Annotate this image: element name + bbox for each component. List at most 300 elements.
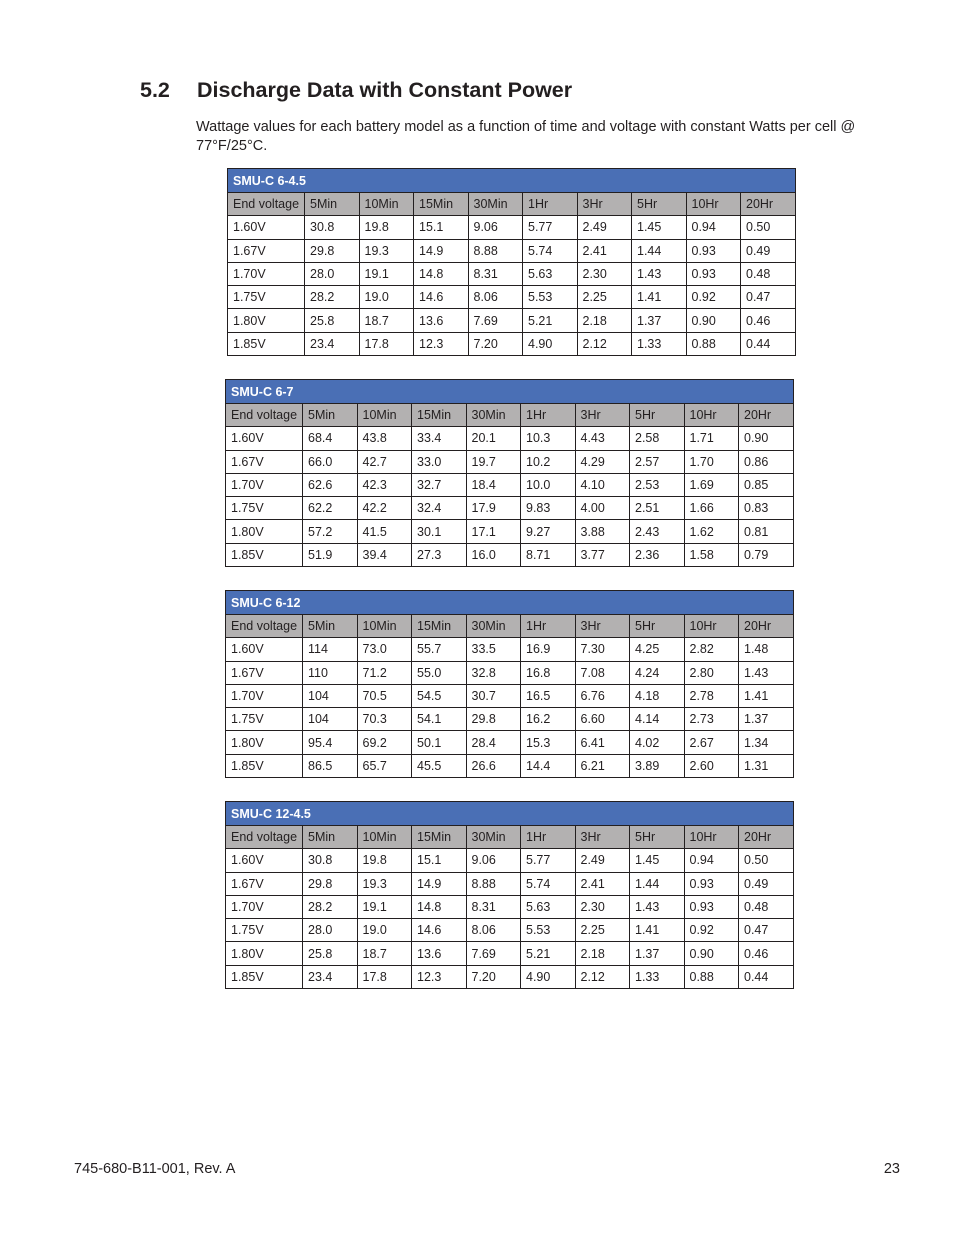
- column-header: End voltage: [226, 404, 303, 427]
- table-cell: 19.1: [357, 895, 412, 918]
- end-voltage-cell: 1.60V: [226, 638, 303, 661]
- discharge-table: [225, 379, 794, 567]
- table-cell: 29.8: [466, 708, 521, 731]
- table-cell: 26.6: [466, 754, 521, 777]
- table-title: SMU-C 6-7: [226, 380, 794, 404]
- table-cell: 0.49: [741, 239, 796, 262]
- column-header: 30Min: [466, 404, 521, 427]
- table-cell: 1.41: [632, 286, 687, 309]
- table-cell: 2.82: [684, 638, 739, 661]
- table-cell: 18.7: [357, 942, 412, 965]
- table-cell: 1.44: [630, 872, 685, 895]
- table-cell: 86.5: [303, 754, 358, 777]
- table-cell: 19.0: [357, 919, 412, 942]
- table-cell: 29.8: [305, 239, 360, 262]
- table-row: [226, 543, 794, 566]
- table-row: [228, 309, 796, 332]
- table-cell: 12.3: [412, 965, 467, 988]
- table-cell: 14.6: [414, 286, 469, 309]
- table-cell: 1.45: [632, 216, 687, 239]
- table-header-row: [226, 826, 794, 849]
- table-cell: 1.62: [684, 520, 739, 543]
- table-cell: 0.46: [741, 309, 796, 332]
- table-cell: 1.33: [632, 332, 687, 355]
- column-header: 20Hr: [739, 615, 794, 638]
- table-cell: 45.5: [412, 754, 467, 777]
- table-cell: 8.31: [466, 895, 521, 918]
- table-cell: 10.3: [521, 427, 576, 450]
- table-title-row: [228, 169, 796, 193]
- table-cell: 50.1: [412, 731, 467, 754]
- table-cell: 62.2: [303, 497, 358, 520]
- end-voltage-cell: 1.85V: [228, 332, 305, 355]
- column-header: End voltage: [226, 826, 303, 849]
- column-header: End voltage: [226, 615, 303, 638]
- column-header: 20Hr: [739, 404, 794, 427]
- table-cell: 18.7: [359, 309, 414, 332]
- table-cell: 8.31: [468, 262, 523, 285]
- end-voltage-cell: 1.67V: [226, 450, 303, 473]
- table-cell: 14.4: [521, 754, 576, 777]
- column-header: 5Hr: [630, 615, 685, 638]
- table-cell: 2.53: [630, 473, 685, 496]
- table-cell: 5.21: [523, 309, 578, 332]
- table-cell: 0.86: [739, 450, 794, 473]
- column-header: 10Min: [359, 193, 414, 216]
- table-cell: 70.3: [357, 708, 412, 731]
- table-cell: 3.77: [575, 543, 630, 566]
- table-cell: 9.06: [466, 849, 521, 872]
- table-cell: 0.88: [686, 332, 741, 355]
- table-cell: 28.2: [305, 286, 360, 309]
- table-cell: 0.50: [741, 216, 796, 239]
- table-cell: 2.12: [577, 332, 632, 355]
- table-cell: 7.30: [575, 638, 630, 661]
- table-cell: 1.48: [739, 638, 794, 661]
- table-row: [226, 473, 794, 496]
- end-voltage-cell: 1.60V: [228, 216, 305, 239]
- section-title: Discharge Data with Constant Power: [197, 78, 573, 102]
- table-cell: 18.4: [466, 473, 521, 496]
- table-cell: 1.34: [739, 731, 794, 754]
- table-cell: 2.36: [630, 543, 685, 566]
- table-cell: 4.90: [523, 332, 578, 355]
- column-header: 5Hr: [630, 404, 685, 427]
- table-title: SMU-C 6-12: [226, 591, 794, 615]
- table-cell: 33.4: [412, 427, 467, 450]
- table-header-row: [226, 404, 794, 427]
- table-cell: 9.27: [521, 520, 576, 543]
- table-cell: 0.79: [739, 543, 794, 566]
- table-cell: 42.2: [357, 497, 412, 520]
- section-intro: Wattage values for each battery model as a function of time and voltage with constant Watts per cell @ 77°F/25°C.: [196, 119, 856, 154]
- column-header: 10Min: [357, 615, 412, 638]
- table-row: [228, 262, 796, 285]
- table-cell: 16.5: [521, 684, 576, 707]
- table-cell: 2.41: [577, 239, 632, 262]
- table-cell: 1.71: [684, 427, 739, 450]
- table-cell: 57.2: [303, 520, 358, 543]
- table-cell: 33.0: [412, 450, 467, 473]
- table-cell: 14.8: [414, 262, 469, 285]
- table-title-row: [226, 591, 794, 615]
- table-cell: 8.06: [466, 919, 521, 942]
- table-cell: 0.83: [739, 497, 794, 520]
- table-cell: 4.29: [575, 450, 630, 473]
- table-cell: 42.3: [357, 473, 412, 496]
- table-cell: 6.21: [575, 754, 630, 777]
- table-cell: 41.5: [357, 520, 412, 543]
- table-cell: 15.1: [412, 849, 467, 872]
- table-cell: 16.8: [521, 661, 576, 684]
- table-cell: 0.81: [739, 520, 794, 543]
- table-cell: 5.63: [521, 895, 576, 918]
- table-cell: 4.10: [575, 473, 630, 496]
- table-cell: 114: [303, 638, 358, 661]
- table-cell: 0.48: [741, 262, 796, 285]
- table-cell: 10.2: [521, 450, 576, 473]
- table-row: [226, 754, 794, 777]
- section-number: 5.2: [140, 78, 170, 102]
- table-cell: 28.0: [305, 262, 360, 285]
- table-cell: 5.21: [521, 942, 576, 965]
- table-cell: 5.77: [523, 216, 578, 239]
- end-voltage-cell: 1.67V: [226, 661, 303, 684]
- column-header: 30Min: [466, 615, 521, 638]
- end-voltage-cell: 1.75V: [226, 497, 303, 520]
- table-cell: 54.1: [412, 708, 467, 731]
- table-cell: 1.43: [630, 895, 685, 918]
- table-cell: 2.80: [684, 661, 739, 684]
- table-title-row: [226, 380, 794, 404]
- table-cell: 0.92: [684, 919, 739, 942]
- end-voltage-cell: 1.80V: [228, 309, 305, 332]
- table-cell: 0.93: [686, 239, 741, 262]
- column-header: 15Min: [414, 193, 469, 216]
- table-cell: 32.7: [412, 473, 467, 496]
- table-cell: 19.1: [359, 262, 414, 285]
- table-cell: 2.30: [577, 262, 632, 285]
- table-cell: 7.20: [466, 965, 521, 988]
- table-cell: 0.94: [684, 849, 739, 872]
- table-cell: 10.0: [521, 473, 576, 496]
- table-cell: 19.8: [357, 849, 412, 872]
- discharge-table: [225, 801, 794, 989]
- table-cell: 0.94: [686, 216, 741, 239]
- table-cell: 29.8: [303, 872, 358, 895]
- table-cell: 2.49: [575, 849, 630, 872]
- end-voltage-cell: 1.85V: [226, 543, 303, 566]
- end-voltage-cell: 1.70V: [226, 684, 303, 707]
- column-header: 15Min: [412, 826, 467, 849]
- table-cell: 1.37: [739, 708, 794, 731]
- column-header: 3Hr: [577, 193, 632, 216]
- table-cell: 0.93: [684, 895, 739, 918]
- table-cell: 3.88: [575, 520, 630, 543]
- table-cell: 0.44: [741, 332, 796, 355]
- table-row: [228, 239, 796, 262]
- table-cell: 30.8: [303, 849, 358, 872]
- table-cell: 55.7: [412, 638, 467, 661]
- table-row: [226, 919, 794, 942]
- table-cell: 15.1: [414, 216, 469, 239]
- table-cell: 0.92: [686, 286, 741, 309]
- table-cell: 30.8: [305, 216, 360, 239]
- table-cell: 1.58: [684, 543, 739, 566]
- table-cell: 66.0: [303, 450, 358, 473]
- column-header: 5Hr: [630, 826, 685, 849]
- table-cell: 14.9: [412, 872, 467, 895]
- table-cell: 69.2: [357, 731, 412, 754]
- table-cell: 19.3: [359, 239, 414, 262]
- table-cell: 1.41: [739, 684, 794, 707]
- table-cell: 3.89: [630, 754, 685, 777]
- end-voltage-cell: 1.80V: [226, 520, 303, 543]
- table-row: [226, 708, 794, 731]
- table-cell: 110: [303, 661, 358, 684]
- table-cell: 28.4: [466, 731, 521, 754]
- table-cell: 70.5: [357, 684, 412, 707]
- table-row: [226, 731, 794, 754]
- table-cell: 1.43: [739, 661, 794, 684]
- table-cell: 4.18: [630, 684, 685, 707]
- table-cell: 62.6: [303, 473, 358, 496]
- table-title-row: [226, 802, 794, 826]
- column-header: 1Hr: [523, 193, 578, 216]
- column-header: End voltage: [228, 193, 305, 216]
- table-cell: 4.43: [575, 427, 630, 450]
- table-cell: 65.7: [357, 754, 412, 777]
- table-cell: 68.4: [303, 427, 358, 450]
- table-cell: 0.44: [739, 965, 794, 988]
- table-cell: 1.69: [684, 473, 739, 496]
- table-row: [226, 895, 794, 918]
- table-cell: 25.8: [303, 942, 358, 965]
- table-cell: 2.57: [630, 450, 685, 473]
- column-header: 5Min: [305, 193, 360, 216]
- table-cell: 28.2: [303, 895, 358, 918]
- table-row: [226, 427, 794, 450]
- table-cell: 27.3: [412, 543, 467, 566]
- table-cell: 6.60: [575, 708, 630, 731]
- table-cell: 0.48: [739, 895, 794, 918]
- table-cell: 1.33: [630, 965, 685, 988]
- table-cell: 5.53: [523, 286, 578, 309]
- table-cell: 19.7: [466, 450, 521, 473]
- table-row: [226, 638, 794, 661]
- table-cell: 17.1: [466, 520, 521, 543]
- table-cell: 0.90: [684, 942, 739, 965]
- table-cell: 9.06: [468, 216, 523, 239]
- table-row: [226, 684, 794, 707]
- table-cell: 7.08: [575, 661, 630, 684]
- table-row: [226, 849, 794, 872]
- table-cell: 55.0: [412, 661, 467, 684]
- table-cell: 5.63: [523, 262, 578, 285]
- table-cell: 30.7: [466, 684, 521, 707]
- table-cell: 4.02: [630, 731, 685, 754]
- table-header-row: [226, 615, 794, 638]
- column-header: 30Min: [466, 826, 521, 849]
- table-cell: 12.3: [414, 332, 469, 355]
- table-cell: 4.24: [630, 661, 685, 684]
- table-header-row: [228, 193, 796, 216]
- table-row: [226, 872, 794, 895]
- column-header: 30Min: [468, 193, 523, 216]
- table-cell: 0.88: [684, 965, 739, 988]
- table-cell: 2.67: [684, 731, 739, 754]
- table-row: [226, 497, 794, 520]
- column-header: 3Hr: [575, 826, 630, 849]
- column-header: 10Min: [357, 826, 412, 849]
- table-cell: 1.43: [632, 262, 687, 285]
- table-cell: 19.8: [359, 216, 414, 239]
- table-cell: 54.5: [412, 684, 467, 707]
- discharge-table: [225, 590, 794, 778]
- table-cell: 9.83: [521, 497, 576, 520]
- table-cell: 25.8: [305, 309, 360, 332]
- column-header: 5Min: [303, 404, 358, 427]
- end-voltage-cell: 1.60V: [226, 427, 303, 450]
- table-cell: 4.25: [630, 638, 685, 661]
- table-cell: 7.69: [466, 942, 521, 965]
- table-cell: 2.58: [630, 427, 685, 450]
- column-header: 15Min: [412, 404, 467, 427]
- table-cell: 13.6: [414, 309, 469, 332]
- table-cell: 2.73: [684, 708, 739, 731]
- table-cell: 4.90: [521, 965, 576, 988]
- page-number: 23: [883, 1161, 900, 1177]
- table-cell: 16.9: [521, 638, 576, 661]
- table-cell: 0.47: [739, 919, 794, 942]
- table-cell: 6.41: [575, 731, 630, 754]
- table-cell: 0.49: [739, 872, 794, 895]
- table-row: [228, 332, 796, 355]
- table-cell: 23.4: [303, 965, 358, 988]
- end-voltage-cell: 1.75V: [226, 708, 303, 731]
- end-voltage-cell: 1.80V: [226, 731, 303, 754]
- end-voltage-cell: 1.80V: [226, 942, 303, 965]
- table-cell: 0.90: [739, 427, 794, 450]
- table-cell: 2.18: [577, 309, 632, 332]
- table-cell: 7.69: [468, 309, 523, 332]
- table-row: [226, 942, 794, 965]
- column-header: 1Hr: [521, 615, 576, 638]
- table-cell: 14.8: [412, 895, 467, 918]
- table-row: [228, 216, 796, 239]
- table-cell: 8.71: [521, 543, 576, 566]
- table-cell: 2.41: [575, 872, 630, 895]
- table-cell: 8.88: [468, 239, 523, 262]
- table-cell: 8.06: [468, 286, 523, 309]
- table-cell: 32.4: [412, 497, 467, 520]
- column-header: 1Hr: [521, 404, 576, 427]
- column-header: 10Hr: [686, 193, 741, 216]
- table-row: [228, 286, 796, 309]
- table-cell: 17.9: [466, 497, 521, 520]
- table-cell: 19.0: [359, 286, 414, 309]
- column-header: 15Min: [412, 615, 467, 638]
- table-cell: 19.3: [357, 872, 412, 895]
- table-cell: 28.0: [303, 919, 358, 942]
- table-cell: 1.37: [632, 309, 687, 332]
- table-cell: 0.93: [686, 262, 741, 285]
- table-cell: 2.12: [575, 965, 630, 988]
- table-cell: 2.49: [577, 216, 632, 239]
- end-voltage-cell: 1.70V: [228, 262, 305, 285]
- table-cell: 42.7: [357, 450, 412, 473]
- end-voltage-cell: 1.85V: [226, 754, 303, 777]
- table-row: [226, 450, 794, 473]
- table-cell: 1.66: [684, 497, 739, 520]
- column-header: 10Min: [357, 404, 412, 427]
- table-cell: 4.14: [630, 708, 685, 731]
- column-header: 10Hr: [684, 404, 739, 427]
- table-cell: 2.51: [630, 497, 685, 520]
- table-cell: 5.53: [521, 919, 576, 942]
- table-cell: 17.8: [359, 332, 414, 355]
- table-cell: 30.1: [412, 520, 467, 543]
- table-cell: 33.5: [466, 638, 521, 661]
- table-cell: 2.25: [575, 919, 630, 942]
- section-heading: [140, 78, 572, 103]
- table-cell: 2.25: [577, 286, 632, 309]
- table-cell: 20.1: [466, 427, 521, 450]
- table-cell: 0.50: [739, 849, 794, 872]
- end-voltage-cell: 1.60V: [226, 849, 303, 872]
- table-row: [226, 520, 794, 543]
- column-header: 10Hr: [684, 826, 739, 849]
- table-cell: 1.44: [632, 239, 687, 262]
- end-voltage-cell: 1.67V: [226, 872, 303, 895]
- table-cell: 1.70: [684, 450, 739, 473]
- end-voltage-cell: 1.75V: [226, 919, 303, 942]
- table-cell: 16.0: [466, 543, 521, 566]
- column-header: 20Hr: [739, 826, 794, 849]
- end-voltage-cell: 1.70V: [226, 473, 303, 496]
- end-voltage-cell: 1.67V: [228, 239, 305, 262]
- table-cell: 95.4: [303, 731, 358, 754]
- table-cell: 43.8: [357, 427, 412, 450]
- table-cell: 6.76: [575, 684, 630, 707]
- column-header: 3Hr: [575, 615, 630, 638]
- table-cell: 1.45: [630, 849, 685, 872]
- table-cell: 0.85: [739, 473, 794, 496]
- table-cell: 5.77: [521, 849, 576, 872]
- table-cell: 2.18: [575, 942, 630, 965]
- table-title: SMU-C 12-4.5: [226, 802, 794, 826]
- table-cell: 1.37: [630, 942, 685, 965]
- column-header: 10Hr: [684, 615, 739, 638]
- table-cell: 5.74: [523, 239, 578, 262]
- table-cell: 71.2: [357, 661, 412, 684]
- column-header: 5Min: [303, 615, 358, 638]
- table-cell: 17.8: [357, 965, 412, 988]
- table-cell: 5.74: [521, 872, 576, 895]
- table-cell: 16.2: [521, 708, 576, 731]
- column-header: 1Hr: [521, 826, 576, 849]
- table-cell: 13.6: [412, 942, 467, 965]
- table-cell: 0.47: [741, 286, 796, 309]
- end-voltage-cell: 1.75V: [228, 286, 305, 309]
- table-cell: 0.93: [684, 872, 739, 895]
- table-cell: 14.9: [414, 239, 469, 262]
- table-cell: 39.4: [357, 543, 412, 566]
- table-cell: 104: [303, 708, 358, 731]
- table-cell: 4.00: [575, 497, 630, 520]
- table-cell: 7.20: [468, 332, 523, 355]
- table-cell: 15.3: [521, 731, 576, 754]
